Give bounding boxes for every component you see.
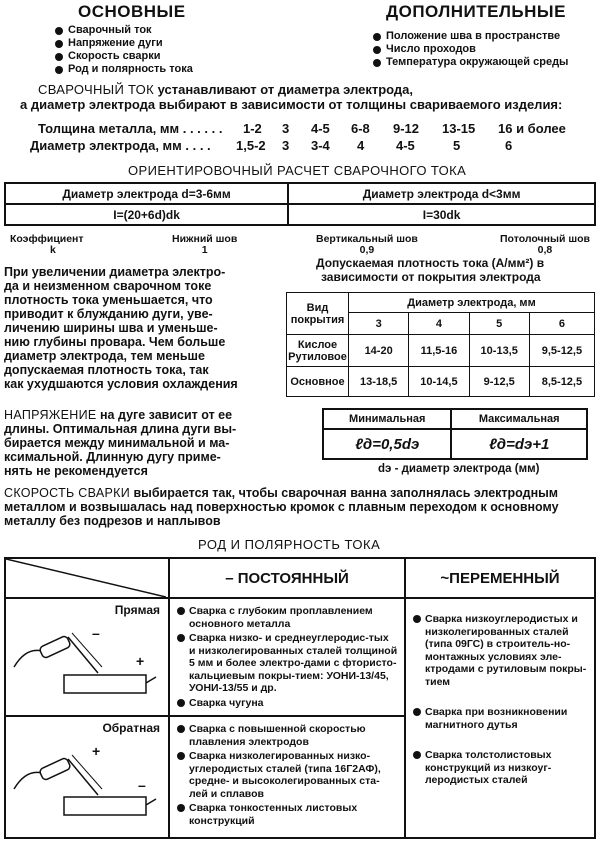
para-line: диаметр электрода, тем меньше bbox=[4, 349, 205, 363]
thickness-value: 4-5 bbox=[311, 121, 330, 136]
density-cell: 14-20 bbox=[349, 335, 409, 367]
voltage-paragraph bbox=[4, 408, 284, 478]
arc-max-formula: ℓд=dэ+1 bbox=[451, 429, 587, 459]
arc-note: dэ - диаметр электрода (мм) bbox=[378, 463, 540, 475]
current-lead: СВАРОЧНЫЙ ТОК bbox=[38, 82, 154, 97]
para-line: на дуге зависит от ее bbox=[96, 408, 233, 422]
straight-label: Прямая bbox=[114, 603, 160, 617]
list-item: Скорость сварки bbox=[54, 50, 193, 63]
density-diam: 6 bbox=[529, 313, 594, 335]
para-line: выбирается так, чтобы сварочная ванна заполнялась электродным bbox=[130, 486, 559, 500]
list-item: Сварка с глубоким проплавлением основного металла bbox=[176, 605, 398, 630]
calc-title: ОРИЕНТИРОВОЧНЫЙ РАСЧЕТ СВАРОЧНОГО ТОКА bbox=[128, 163, 467, 178]
diameter-value: 3-4 bbox=[311, 138, 330, 153]
coef-vertical bbox=[316, 234, 418, 256]
straight-cell bbox=[5, 598, 169, 716]
list-item: Сварка низко- и среднеуглеродис-тых и низколегированных сталей толщиной 5 мм и более электро-дами с фтористо-кальциевым покры-тием: УОНИ-13/45, УОНИ-13/55 и др. bbox=[176, 632, 398, 695]
table-row bbox=[287, 367, 595, 397]
para-line: да и неизменном сварочном токе bbox=[4, 279, 212, 293]
para-line: допускаемая плотность тока, так bbox=[4, 363, 209, 377]
reverse-label: Обратная bbox=[102, 721, 160, 735]
diagonal-line bbox=[6, 559, 166, 597]
density-cell: 9-12,5 bbox=[469, 367, 529, 397]
coef-label-text: Коэффициент bbox=[10, 233, 84, 245]
speed-paragraph bbox=[4, 486, 600, 528]
arc-min-head: Минимальная bbox=[323, 409, 451, 429]
list-item: Сварка чугуна bbox=[176, 697, 398, 710]
straight-dc-list bbox=[176, 605, 398, 709]
list-item: Число проходов bbox=[372, 43, 568, 56]
calc-col2-head: Диаметр электрода d<3мм bbox=[288, 183, 595, 204]
reverse-dc-cell bbox=[169, 716, 405, 838]
polarity-table bbox=[4, 557, 596, 839]
thickness-value: 9-12 bbox=[393, 121, 420, 136]
density-diam: 3 bbox=[349, 313, 409, 335]
ac-list bbox=[412, 613, 588, 787]
thickness-value: 3 bbox=[282, 121, 290, 136]
density-cover-head: Вид покрытия bbox=[287, 293, 349, 335]
ac-cell bbox=[405, 598, 595, 838]
straight-minus: – bbox=[92, 625, 100, 641]
reverse-plus: + bbox=[92, 743, 101, 759]
para-line: длины. Оптимальная длина дуги вы- bbox=[4, 422, 237, 436]
list-item: Сварка тонкостенных листовых конструкций bbox=[176, 802, 398, 827]
main-params-list bbox=[54, 24, 193, 76]
list-item: Сварка низколегированных низко-углеродистых сталей (типа 16Г2АФ), средне- и высоколегированных ста-лей и сплавов bbox=[176, 750, 398, 800]
list-item: Температура окружающей среды bbox=[372, 56, 568, 69]
density-cell: 8,5-12,5 bbox=[529, 367, 594, 397]
list-item: Сварочный ток bbox=[54, 24, 193, 37]
current-text: устанавливают от диаметра электрода, bbox=[153, 82, 414, 97]
para-line: ксимальной. Длинную дугу приме- bbox=[4, 450, 221, 464]
density-title bbox=[316, 256, 544, 284]
main-params-title: ОСНОВНЫЕ bbox=[78, 2, 186, 21]
coef-label bbox=[10, 234, 84, 256]
coef-ceiling bbox=[500, 234, 590, 256]
coef-symbol: k bbox=[50, 244, 56, 256]
coef-bottom bbox=[172, 234, 237, 256]
diameter-label: Диаметр электрода, мм . . . . bbox=[30, 138, 211, 153]
para-line: При увеличении диаметра электро- bbox=[4, 265, 226, 279]
coef-bottom-label: Нижний шов bbox=[172, 233, 238, 245]
list-item: Сварка с повышенной скоростью плавления электродов bbox=[176, 723, 398, 748]
current-intro-line1 bbox=[38, 83, 413, 97]
coef-ceiling-value: 0,8 bbox=[537, 244, 553, 256]
extra-params-list bbox=[372, 30, 568, 69]
thickness-label: Толщина металла, мм . . . . . . bbox=[38, 121, 223, 136]
density-cell: 13-18,5 bbox=[349, 367, 409, 397]
para-line: как ухудшаются условия охлаждения bbox=[4, 377, 238, 391]
thickness-value: 6-8 bbox=[351, 121, 370, 136]
straight-dc-cell bbox=[169, 598, 405, 716]
density-diam-head: Диаметр электрода, мм bbox=[349, 293, 595, 313]
reverse-dc-list bbox=[176, 723, 398, 827]
density-cell: 11,5-16 bbox=[409, 335, 469, 367]
density-diam: 4 bbox=[409, 313, 469, 335]
density-title-line1: Допускаемая плотность тока (А/мм²) в bbox=[316, 256, 545, 270]
polarity-title: РОД И ПОЛЯРНОСТЬ ТОКА bbox=[198, 537, 381, 552]
arc-min-formula: ℓд=0,5dэ bbox=[323, 429, 451, 459]
dc-head: – ПОСТОЯННЫЙ bbox=[169, 558, 405, 598]
list-item: Род и полярность тока bbox=[54, 63, 193, 76]
diameter-value: 3 bbox=[282, 138, 290, 153]
density-row-name: Основное bbox=[287, 367, 349, 397]
diameter-value: 4 bbox=[357, 138, 365, 153]
coef-bottom-value: 1 bbox=[201, 244, 208, 256]
calc-table bbox=[4, 182, 596, 226]
ac-head: ~ПЕРЕМЕННЫЙ bbox=[405, 558, 595, 598]
density-cell: 10-14,5 bbox=[409, 367, 469, 397]
list-item: Сварка при возникновении магнитного дутья bbox=[412, 706, 588, 731]
polarity-corner bbox=[5, 558, 169, 598]
para-line: приводит к блужданию дуги, уве- bbox=[4, 307, 213, 321]
density-cell: 9,5-12,5 bbox=[529, 335, 594, 367]
density-table bbox=[286, 292, 595, 397]
coef-ceiling-label: Потолочный шов bbox=[500, 233, 590, 245]
list-item: Напряжение дуги bbox=[54, 37, 193, 50]
coef-vertical-label: Вертикальный шов bbox=[316, 233, 418, 245]
thickness-value: 16 и более bbox=[498, 121, 566, 136]
arc-max-head: Максимальная bbox=[451, 409, 587, 429]
para-line: плотность тока уменьшается, что bbox=[4, 293, 213, 307]
reverse-minus: – bbox=[138, 777, 146, 793]
para-line: металлу без подрезов и наплывов bbox=[4, 514, 221, 528]
straight-plus: + bbox=[136, 653, 145, 669]
para-line: металлом и возвышалась над поверхностью кромок с плавным переходом к основному bbox=[4, 500, 559, 514]
density-row-name: Кислое Рутиловое bbox=[287, 335, 349, 367]
calc-col2-formula: I=30dk bbox=[288, 204, 595, 225]
diameter-value: 1,5-2 bbox=[236, 138, 266, 153]
density-diam: 5 bbox=[469, 313, 529, 335]
table-row bbox=[287, 335, 595, 367]
calc-col1-head: Диаметр электрода d=3-6мм bbox=[5, 183, 288, 204]
diameter-value: 4-5 bbox=[396, 138, 415, 153]
list-item: Сварка толстолистовых конструкций из низкоуг-леродистых сталей bbox=[412, 749, 588, 787]
thickness-value: 13-15 bbox=[442, 121, 476, 136]
para-line: личению ширины шва и уменьше- bbox=[4, 321, 218, 335]
diameter-paragraph bbox=[4, 265, 284, 391]
arc-table bbox=[322, 408, 588, 460]
extra-params-title: ДОПОЛНИТЕЛЬНЫЕ bbox=[386, 2, 566, 21]
list-item: Сварка низкоуглеродистых и низколегированных сталей (типа 09ГС) в строитель-но-монтажных условиях эле-ктродами с рутиловым покры-тием bbox=[412, 613, 588, 688]
calc-col1-formula: I=(20+6d)dk bbox=[5, 204, 288, 225]
current-intro-line2: а диаметр электрода выбирают в зависимости от толщины свариваемого изделия: bbox=[20, 97, 563, 112]
thickness-value: 1-2 bbox=[243, 121, 262, 136]
reverse-cell bbox=[5, 716, 169, 838]
diameter-value: 6 bbox=[505, 138, 513, 153]
para-line: бирается между минимальной и ма- bbox=[4, 436, 230, 450]
density-cell: 10-13,5 bbox=[469, 335, 529, 367]
voltage-lead: НАПРЯЖЕНИЕ bbox=[4, 408, 97, 422]
para-line: нию глубины провара. Чем больше bbox=[4, 335, 226, 349]
speed-lead: СКОРОСТЬ СВАРКИ bbox=[4, 486, 130, 500]
para-line: нять не рекомендуется bbox=[4, 464, 148, 478]
list-item: Положение шва в пространстве bbox=[372, 30, 568, 43]
density-title-line2: зависимости от покрытия электрода bbox=[321, 270, 541, 284]
diameter-value: 5 bbox=[453, 138, 461, 153]
coef-vertical-value: 0,9 bbox=[359, 244, 375, 256]
